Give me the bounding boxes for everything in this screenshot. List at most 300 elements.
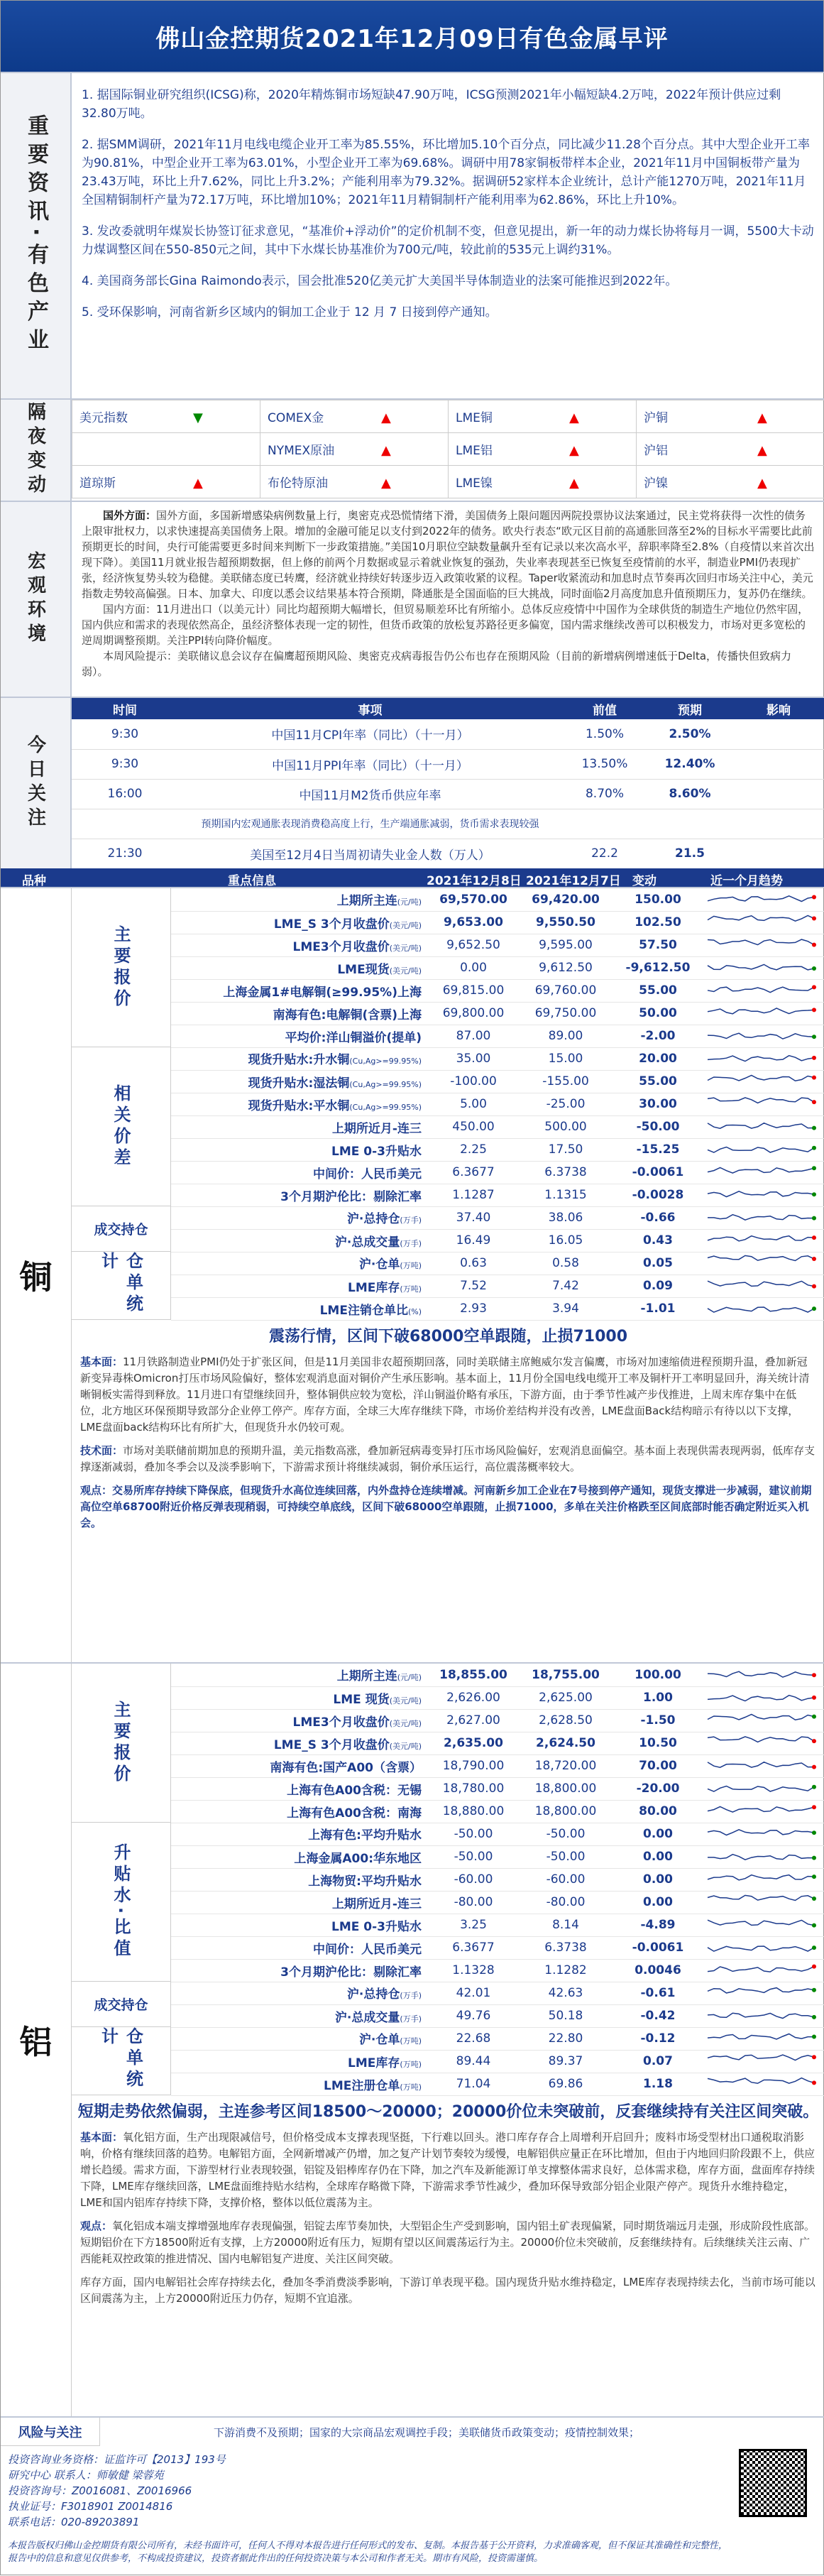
risk-label: 风险与关注	[1, 2418, 100, 2446]
metric-name	[171, 1891, 427, 1914]
metric-row	[171, 2073, 824, 2095]
col-variety: 品种	[22, 871, 46, 888]
metric-value: 49.76	[427, 2004, 520, 2027]
metric-value: 2,635.00	[427, 1732, 520, 1754]
metric-change: -0.12	[612, 2027, 704, 2050]
trend-sparkline	[704, 1892, 818, 1910]
metric-name	[171, 1161, 427, 1184]
metric-trend	[704, 1229, 824, 1252]
metric-row	[171, 1732, 824, 1754]
metric-change: -50.00	[612, 1115, 704, 1138]
metric-value: 42.63	[520, 1982, 612, 2004]
metric-change: 0.00	[612, 1868, 704, 1891]
calendar-row	[72, 779, 824, 809]
metric-label: 上期所主连	[337, 1669, 397, 1683]
metric-name	[171, 1868, 427, 1891]
metric-change: -1.01	[612, 1297, 704, 1320]
macro-risk: 本周风险提示：美联储议息会议存在偏鹰超预期风险、奥密克戎病毒报告仍公布也存在预期风险（目前的新增病例增速低于Delta，传播快但致病力弱）。	[82, 648, 815, 680]
overnight-label: 隔夜变动	[1, 400, 72, 501]
copper-section	[1, 887, 824, 1662]
metric-value: 2,627.00	[427, 1709, 520, 1732]
trend-sparkline	[704, 1755, 818, 1774]
trend-sparkline	[704, 1025, 818, 1044]
metric-row	[171, 956, 824, 979]
calendar-exp: 8.60%	[647, 779, 732, 809]
trend-sparkline	[704, 1298, 818, 1316]
metric-value: 6.3677	[427, 1161, 520, 1184]
metric-value: 35.00	[427, 1047, 520, 1070]
metric-change: -9,612.50	[612, 956, 704, 979]
metric-value: 2,625.00	[520, 1686, 612, 1709]
contact-info: 投资咨询业务资格：证监许可【2013】193号 研究中心 联系人：师敏健 梁蓉苑 投资咨询号：Z0016081、Z0016966 执业证号：F3018901 Z0014816 联系电话：020-89203891	[8, 2452, 226, 2530]
metric-row	[171, 1297, 824, 1320]
macro-label: 宏观环境	[1, 502, 72, 697]
metric-trend	[704, 1047, 824, 1070]
metric-row	[171, 1206, 824, 1229]
calendar-prev: 1.50%	[562, 719, 647, 749]
metric-unit: (美元/吨)	[390, 1719, 422, 1728]
metric-label: 上海有色A00含税：无锡	[287, 1784, 422, 1798]
group-label: 主要报价	[72, 888, 171, 1047]
metric-name	[171, 2027, 427, 2050]
metric-row	[171, 1868, 824, 1891]
metric-row	[171, 2050, 824, 2073]
trend-sparkline	[704, 980, 818, 998]
metric-name	[171, 1047, 427, 1070]
overnight-cell	[637, 466, 824, 498]
metric-row	[171, 1070, 824, 1093]
metric-row	[171, 1025, 824, 1047]
metric-name	[171, 911, 427, 934]
metrics-table	[171, 1206, 824, 1252]
trend-sparkline	[704, 1801, 818, 1819]
metric-name	[171, 1115, 427, 1138]
group-label: 仓单统计	[72, 1252, 171, 1320]
trend-sparkline	[704, 888, 818, 907]
metric-value: 1.1315	[520, 1184, 612, 1206]
metric-value: 69,760.00	[520, 979, 612, 1002]
overnight-cell	[260, 400, 449, 433]
metric-value: 89.44	[427, 2050, 520, 2073]
trend-sparkline	[704, 1206, 818, 1225]
metric-value: 42.01	[427, 1982, 520, 2004]
strategy-headline: 短期走势依然偏弱，主连参考区间18500～20000；20000价位未突破前，反套继续持有关注区间突破。	[72, 2100, 824, 2122]
metric-change: 80.00	[612, 1800, 704, 1823]
calendar-time	[72, 809, 178, 839]
metric-name	[171, 1777, 427, 1800]
macro-domestic: 国内方面：11月进出口（以美元计）同比均超预期大幅增长，但贸易顺差环比有所缩小。总体反应疫情中中国作为全球供货的制造生产地位仍然牢固，国内供应和需求的表现依然高企，虽经济整体表现一定的韧性，但货币政策的放松复苏路径更多偏宽，国内需求继续改善可以积极发力，市场对更多宽松的逆周期调整预期。关注PPI转向降价幅度。	[82, 601, 815, 648]
overnight-cell	[72, 433, 260, 466]
calendar-prev: 22.2	[562, 839, 647, 868]
metric-trend	[704, 1823, 824, 1845]
calendar-exp: 21.5	[647, 839, 732, 868]
calendar-item: 美国至12月4日当周初请失业金人数（万人）	[178, 839, 562, 868]
news-item-2: 2. 据SMM调研，2021年11月电线电缆企业开工率为85.55%，环比增加5.10个百分点，同比减少11.28个百分点。其中大型企业开工率为90.81%，中型企业开工率为63.01%，小型企业开工率为69.68%。调研中用78家铜板带样本企业，2021年11月中国铜板带产量为23.43万吨，环比上升7.62%，同比上升3.2%；产能利用率为79.32%。据调研52家样本企业统计，总计产能1270万吨，2021年11月全国精铜制杆产量为72.17万吨，环比增加10%；2021年11月精铜制杆产能利用率为62.86%，环比上升10%。	[82, 136, 815, 209]
metric-value: 500.00	[520, 1115, 612, 1138]
group-label: 升贴水·比值	[72, 1823, 171, 1982]
calendar-time: 21:30	[72, 839, 178, 868]
metric-label: 沪·仓单	[359, 1257, 400, 1272]
trend-sparkline	[704, 1162, 818, 1180]
metric-trend	[704, 911, 824, 934]
analysis	[72, 1351, 824, 1541]
metric-trend	[704, 1754, 824, 1777]
metric-value: 18,880.00	[427, 1800, 520, 1823]
metric-change: 150.00	[612, 888, 704, 911]
metric-trend	[704, 979, 824, 1002]
metric-change: 0.05	[612, 1252, 704, 1275]
metric-value: 17.50	[520, 1138, 612, 1161]
analysis-view: 观点：交易所库存持续下降保底，但现货升水高位连续回落，内外盘持仓连续增减。河南新乡加工企业在7号接到停产通知，现货支撑进一步减弱，建议前期高位空单68700附近价格反弹表现稍弱，可持续空单底线，区间下破68000空单跟随，止损71000，多单在关注价格跌至区间底部时能否确定附近买入机会。	[80, 1483, 816, 1532]
cal-header-exp: 预期	[647, 698, 732, 719]
metric-label: 南海有色:电解铜(含票)上海	[273, 1008, 422, 1022]
metric-change: 55.00	[612, 1070, 704, 1093]
metric-unit: (Cu,Ag>=99.95%)	[349, 1080, 422, 1089]
metric-value: 69,815.00	[427, 979, 520, 1002]
metric-change: -4.89	[612, 1914, 704, 1936]
calendar-row	[72, 839, 824, 868]
metric-label: 3个月期沪伦比：剔除汇率	[280, 1190, 422, 1204]
metric-row	[171, 1252, 824, 1275]
arrow-up-icon: ▲	[381, 443, 391, 458]
overnight-cell	[449, 433, 637, 466]
trend-sparkline	[704, 2005, 818, 2024]
aluminum-label: 铝	[1, 1664, 72, 2416]
calendar-prev	[562, 809, 647, 839]
trend-sparkline	[704, 2027, 818, 2046]
metric-value: 5.00	[427, 1093, 520, 1115]
metric-trend	[704, 1800, 824, 1823]
metric-row	[171, 1800, 824, 1823]
metric-value: 89.37	[520, 2050, 612, 2073]
metric-name	[171, 1914, 427, 1936]
metric-trend	[704, 1070, 824, 1093]
metric-change: 0.0046	[612, 1959, 704, 1982]
metric-value: 18,720.00	[520, 1754, 612, 1777]
metric-row	[171, 1664, 824, 1686]
metric-name	[171, 888, 427, 911]
news-item-4: 4. 美国商务部长Gina Raimondo表示，国会批准520亿美元扩大美国半导体制造业的法案可能推迟到2022年。	[82, 272, 815, 290]
group-label: 成交持仓	[72, 1206, 171, 1252]
metric-change: 55.00	[612, 979, 704, 1002]
metric-row	[171, 1002, 824, 1025]
metric-value: 71.04	[427, 2073, 520, 2095]
metric-row	[171, 1275, 824, 1297]
metric-row	[171, 1777, 824, 1800]
metric-unit: (万手)	[400, 2014, 422, 2024]
metric-change: 57.50	[612, 934, 704, 956]
metric-row	[171, 888, 824, 911]
metric-value: 6.3738	[520, 1161, 612, 1184]
arrow-up-icon: ▲	[193, 476, 203, 491]
trend-sparkline	[704, 1982, 818, 2000]
metric-label: 上海物贸:平均升贴水	[308, 1874, 422, 1889]
metric-name	[171, 1206, 427, 1229]
metric-unit: (万吨)	[400, 2060, 422, 2069]
metric-unit: (元/吨)	[397, 897, 422, 907]
trend-sparkline	[704, 934, 818, 953]
metric-change: -0.42	[612, 2004, 704, 2027]
metric-trend	[704, 1184, 824, 1206]
trend-sparkline	[704, 1869, 818, 1887]
calendar-table	[72, 698, 824, 869]
metric-trend	[704, 2027, 824, 2050]
arrow-up-icon: ▲	[757, 410, 767, 425]
metric-row	[171, 1229, 824, 1252]
metric-trend	[704, 1959, 824, 1982]
metric-value: 0.58	[520, 1252, 612, 1275]
metric-label: 沪·总持仓	[347, 1212, 400, 1226]
overnight-cell	[637, 433, 824, 466]
metric-value: 89.00	[520, 1025, 612, 1047]
metric-change: -1.50	[612, 1709, 704, 1732]
overnight-item-name: COMEX金	[268, 408, 381, 425]
trend-sparkline	[704, 1778, 818, 1796]
overnight-item-name: 布伦特原油	[268, 473, 381, 491]
metric-value: -50.00	[520, 1845, 612, 1868]
metric-value: 8.14	[520, 1914, 612, 1936]
metric-unit: (万手)	[400, 1991, 422, 2000]
metric-label: LME注册仓单	[324, 2079, 400, 2093]
metric-name	[171, 1800, 427, 1823]
metric-name	[171, 1709, 427, 1732]
metric-label: LME_S 3个月收盘价	[274, 917, 390, 932]
col-change: 变动	[632, 871, 657, 888]
metric-name	[171, 1754, 427, 1777]
metric-trend	[704, 1868, 824, 1891]
arrow-up-icon: ▲	[757, 443, 767, 458]
metric-value: 450.00	[427, 1115, 520, 1138]
overnight-item-name: 沪镍	[644, 473, 757, 491]
metric-value: -50.00	[520, 1823, 612, 1845]
cal-header-time: 时间	[72, 698, 178, 719]
metric-label: 上期所近月-连三	[332, 1897, 422, 1911]
macro-overseas: 国外方面：国外方面，多国新增感染病例数量上行，奥密克戎恐慌情绪下滑，美国债务上限问题因两院投票协议法案通过，民主党将获得一次性的债务上限审批权力，以求快速提高美国债务上限。增加的金融可能足以支付到2022年的债务。欧央行表态“欧元区目前的高通胀回落至2%的目标水平需要比此前预期更长的时间，央行可能需要更多时间来判断下一步政策措施。”美国10月职位空缺数量飙升至有记录以来次高水平，辞职率降至2.8%（自疫情以来首次出现下降）。美国11月就业报告超预期数据，但上修的前两个月数据或显示着就业恢复的强劲，失业率表现甚至已恢复至疫情前的水平，制造业PMI仍表现扩张，经济恢复势头较为稳健。美联储态度已转鹰，经济就业持续好转逐步迈入政策收紧的议程。Taper收紧流动和加息时点节奏再次回归市场关注中心，美元指数走势较高偏强。日本、加拿大、印度以悉会议结果基本符合预期，降通胀是全国面临的巨大挑战，同时面临2月高度加息升值预期压力，复苏仍在继续。	[82, 508, 815, 601]
metric-unit: (美元/吨)	[390, 1696, 422, 1705]
trend-sparkline	[704, 1664, 818, 1682]
analysis-fundamental: 基本面：氧化铝方面，生产出现限减信号，但价格受成本支撑表现坚挺，下行难以回头。港口库存存合上周增利开启回升；废料市场受型材出口通税取消影响，价格有继续回落的趋势。电解铝方面，全网新增减产仍增，加之复产计划节奏较为缓慢，电解铝供应量正在环比增加，但由于内地回归阶段跟不上，供应增长趋缓。需求方面，下游型材行业表现较强，铝锭及铝棒库存仍在下降，加之汽车及新能源订单支撑整体需求良好，总体需求稳，库存方面，盘面库存持续下降，LME库存继续回落，LME盘面维持贴水结构，全球库存略微下降，下游需求季节性减少，叠加环保导致部分铝企业限产停产。现货升水维持稳定，LME和国内铝库存持续下降，支撑价格，整体以低位震荡为主。	[80, 2129, 816, 2211]
metrics-table	[171, 1823, 824, 1982]
overnight-section	[1, 398, 824, 501]
metric-label: LME_S 3个月收盘价	[274, 1738, 390, 1752]
copper-label: 铜	[1, 888, 72, 1662]
metric-change: -0.0061	[612, 1161, 704, 1184]
calendar-exp: 12.40%	[647, 749, 732, 779]
calendar-item: 中国11月CPI年率（同比）（十一月）	[178, 719, 562, 749]
metric-unit: (万吨)	[400, 1261, 422, 1270]
metric-value: 2,624.50	[520, 1732, 612, 1754]
trend-sparkline	[704, 1184, 818, 1203]
metric-value: 69,420.00	[520, 888, 612, 911]
metric-row	[171, 1754, 824, 1777]
calendar-prev: 8.70%	[562, 779, 647, 809]
trend-sparkline	[704, 1093, 818, 1112]
calendar-exp: 2.50%	[647, 719, 732, 749]
metric-unit: (万吨)	[400, 2036, 422, 2046]
trend-sparkline	[704, 1846, 818, 1865]
metric-change: -0.61	[612, 1982, 704, 2004]
metric-name	[171, 1664, 427, 1686]
metric-trend	[704, 1982, 824, 2004]
overnight-cell	[449, 400, 637, 433]
metric-trend	[704, 2004, 824, 2027]
metric-unit: (万手)	[400, 1216, 422, 1225]
metric-label: LME注销仓单比	[320, 1304, 408, 1318]
calendar-section	[1, 697, 824, 868]
metric-label: LME库存	[348, 2056, 400, 2070]
metric-value: -60.00	[520, 1868, 612, 1891]
news-item-1: 1. 据国际铜业研究组织(ICSG)称，2020年精炼铜市场短缺47.90万吨，ICSG预测2021年小幅短缺4.2万吨，2022年预计供应过剩32.80万吨。	[82, 86, 815, 123]
trend-sparkline	[704, 1823, 818, 1841]
metric-value: 18,800.00	[520, 1777, 612, 1800]
calendar-impact	[732, 719, 824, 749]
calendar-row	[72, 809, 824, 839]
metric-trend	[704, 1206, 824, 1229]
metric-trend	[704, 1936, 824, 1959]
calendar-item: 中国11月PPI年率（同比）（十一月）	[178, 749, 562, 779]
metric-name	[171, 1845, 427, 1868]
metric-name	[171, 979, 427, 1002]
metric-label: 现货升贴水:平水铜	[248, 1099, 350, 1113]
arrow-up-icon: ▲	[381, 410, 391, 425]
metric-trend	[704, 956, 824, 979]
metric-value: 9,550.50	[520, 911, 612, 934]
overnight-item-name: 沪铝	[644, 440, 757, 458]
metric-unit: (元/吨)	[397, 1673, 422, 1682]
overnight-cell	[260, 433, 449, 466]
overnight-item-name: 沪铜	[644, 408, 757, 425]
calendar-label: 今日关注	[1, 698, 72, 868]
trend-sparkline	[704, 1732, 818, 1751]
metric-change: 20.00	[612, 1047, 704, 1070]
col-info: 重点信息	[228, 871, 276, 888]
metric-unit: (万手)	[400, 1239, 422, 1248]
metric-value: 37.40	[427, 1206, 520, 1229]
metric-row	[171, 1709, 824, 1732]
analysis	[72, 2127, 824, 2317]
cal-header-impact: 影响	[732, 698, 824, 719]
metric-label: 上海有色:平均升贴水	[308, 1828, 422, 1843]
metric-unit: (Cu,Ag>=99.95%)	[349, 1057, 422, 1066]
metric-value: 9,652.50	[427, 934, 520, 956]
metric-value: 50.18	[520, 2004, 612, 2027]
analysis-technical: 技术面：市场对美联储前期加息的预期升温，美元指数高涨，叠加新冠病毒变异打压市场风险偏好，宏观消息面偏空。基本面上表现供需表现两弱，低库存支撑逐渐减弱，叠加冬季会以及淡季影响下，下游需求预计将继续减弱，铜价承压运行，高位震荡概率较大。	[80, 1443, 816, 1475]
metric-value: 3.94	[520, 1297, 612, 1320]
metric-change: -0.0061	[612, 1936, 704, 1959]
metric-value: 7.52	[427, 1275, 520, 1297]
metric-label: LME3个月收盘价	[293, 940, 390, 954]
calendar-impact	[732, 839, 824, 868]
calendar-item: 预期国内宏观通胀表现消费稳高度上行，生产端通胀减弱，货币需求表现较强	[178, 809, 562, 839]
metric-name	[171, 1936, 427, 1959]
metric-change: 1.00	[612, 1686, 704, 1709]
metric-row	[171, 1845, 824, 1868]
metric-value: 1.1328	[427, 1959, 520, 1982]
metric-change: 0.00	[612, 1845, 704, 1868]
cal-header-item: 事项	[178, 698, 562, 719]
metric-row	[171, 1093, 824, 1115]
col-date1: 2021年12月8日	[427, 871, 522, 888]
metric-trend	[704, 1275, 824, 1297]
metric-name	[171, 1138, 427, 1161]
metric-row	[171, 911, 824, 934]
metric-trend	[704, 1025, 824, 1047]
overnight-item-name: NYMEX原油	[268, 440, 381, 458]
metric-value: 7.42	[520, 1275, 612, 1297]
metric-value: -80.00	[427, 1891, 520, 1914]
metric-value: 9,595.00	[520, 934, 612, 956]
group-label: 相关价差	[72, 1047, 171, 1206]
metric-change: 0.43	[612, 1229, 704, 1252]
metrics-table	[171, 1252, 824, 1321]
metric-row	[171, 979, 824, 1002]
metric-value: 18,855.00	[427, 1664, 520, 1686]
metrics-column-header	[1, 868, 824, 887]
metric-name	[171, 1229, 427, 1252]
metric-value: 0.00	[427, 956, 520, 979]
metric-value: 16.49	[427, 1229, 520, 1252]
metric-value: 6.3677	[427, 1936, 520, 1959]
metric-value: 69.86	[520, 2073, 612, 2095]
metric-unit: (美元/吨)	[390, 1742, 422, 1751]
metric-label: LME 现货	[333, 1693, 389, 1707]
metric-label: 沪·总成交量	[335, 2011, 400, 2025]
metric-row	[171, 1891, 824, 1914]
metric-value: 2,628.50	[520, 1709, 612, 1732]
trend-sparkline	[704, 1960, 818, 1978]
metric-label: LME3个月收盘价	[293, 1715, 390, 1730]
report-title: 佛山金控期货2021年12月09日有色金属早评	[1, 1, 823, 72]
trend-sparkline	[704, 1914, 818, 1933]
overnight-item-name: LME铝	[456, 440, 569, 458]
metric-label: LME库存	[348, 1281, 400, 1295]
metric-trend	[704, 1115, 824, 1138]
metric-value: -100.00	[427, 1070, 520, 1093]
metric-change: -15.25	[612, 1138, 704, 1161]
trend-sparkline	[704, 1071, 818, 1089]
metric-change: 30.00	[612, 1093, 704, 1115]
metric-value: 18,800.00	[520, 1800, 612, 1823]
metric-change: 50.00	[612, 1002, 704, 1025]
analysis-fundamental: 基本面：11月铁路制造业PMI仍处于扩张区间，但是11月美国非农超预期回落，同时美联储主席鲍威尔发言偏鹰，市场对加速缩债进程预期升温，叠加新冠新变异毒株Omicron打压市场风险偏好，整体宏观消息面对铜价产生承压影响。基本面上，11月份全国电线电缆开工率及铜杆开工率明显回升，海关统计清晰铜板实需得到释放。11月进口有望继续回升，整体铜供应较为宽松，洋山铜溢价略有承压，下游方面，由于季节性减产步伐推进，上周末库存集中在低位，北方地区环保预期导致部分企业停工停产。库存方面，全球三大库存继续下降，市场价差结构并没有改善，LME盘面Back结构暗示有待以以下支撑，LME盘面back结构环比有所扩大，但现货升水仍较可观。	[80, 1354, 816, 1436]
metric-trend	[704, 1138, 824, 1161]
trend-sparkline	[704, 1687, 818, 1705]
col-trend: 近一个月趋势	[710, 871, 783, 888]
metric-trend	[704, 2050, 824, 2073]
metric-trend	[704, 1686, 824, 1709]
calendar-prev: 13.50%	[562, 749, 647, 779]
metric-change: -0.0028	[612, 1184, 704, 1206]
metric-unit: (万吨)	[400, 1284, 422, 1294]
metric-label: 上海金属1#电解铜(≥99.95%)上海	[223, 986, 422, 1000]
arrow-up-icon: ▲	[757, 476, 767, 491]
calendar-impact	[732, 749, 824, 779]
metric-label: 上海有色A00含税：南海	[287, 1806, 422, 1821]
metric-value: 69,570.00	[427, 888, 520, 911]
overnight-cell	[449, 466, 637, 498]
metric-row	[171, 1914, 824, 1936]
metric-row	[171, 2027, 824, 2050]
metric-unit: (万吨)	[400, 2083, 422, 2092]
metric-value: 69,800.00	[427, 1002, 520, 1025]
metric-trend	[704, 2073, 824, 2095]
metric-value: -80.00	[520, 1891, 612, 1914]
metric-value: -50.00	[427, 1845, 520, 1868]
metric-row	[171, 1115, 824, 1138]
calendar-row	[72, 719, 824, 749]
metric-label: 上期所近月-连三	[332, 1122, 422, 1136]
disclaimer: 本报告版权归佛山金控期货有限公司所有，未经书面许可，任何人不得对本报告进行任何形式的发布、复制。本报告基于公开资料，力求准确客观，但不保证其准确性和完整性，报告中的信息和意见仅供参考，不构成投资建议，投资者据此作出的任何投资决策与本公司和作者无关。期市有风险，投资需谨慎。	[8, 2540, 732, 2565]
